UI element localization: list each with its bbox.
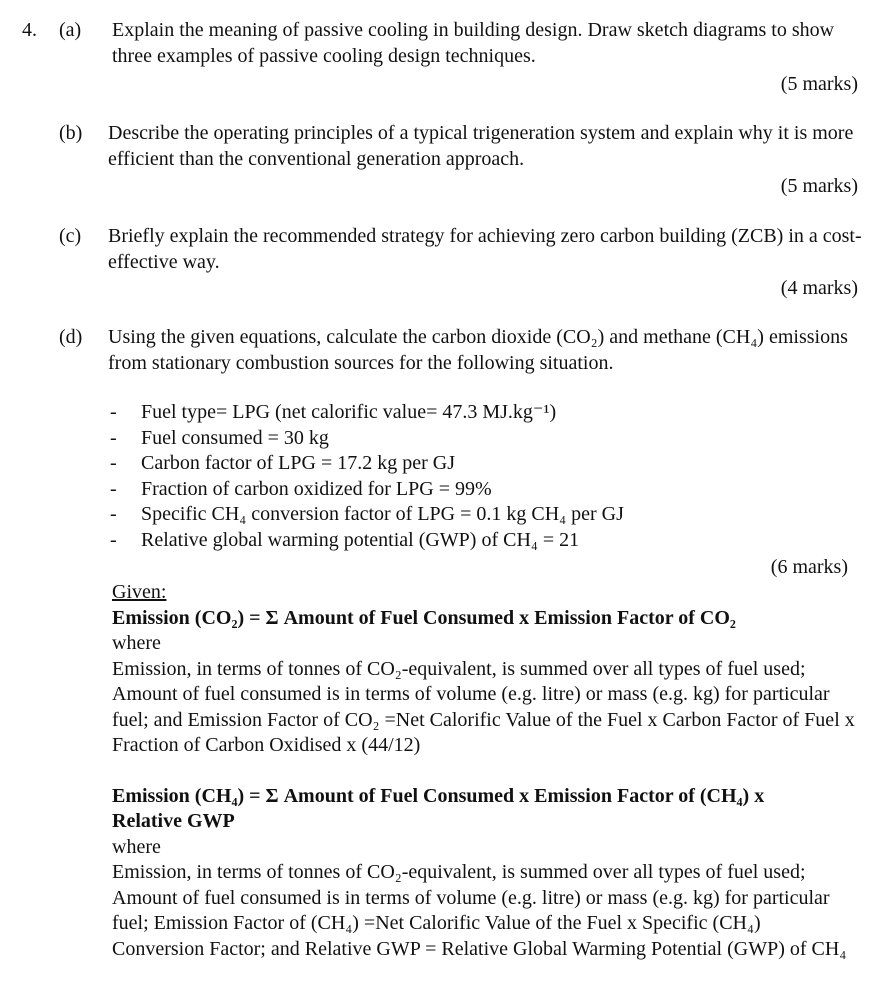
bullet-dash: - <box>110 528 117 551</box>
co2-equation: Emission (CO₂) = Σ Amount of Fuel Consumed x Emission Factor of CO₂ <box>112 606 736 629</box>
part-d-label: (d) <box>59 326 83 348</box>
bullet-dash: - <box>110 401 117 423</box>
bullet-text: Relative global warming potential (GWP) of CH₄ = 21 <box>141 528 580 551</box>
part-b-text: Describe the operating principles of a typical trigeneration system and explain why it is more efficient than the conventional generation approach. <box>108 122 854 170</box>
bullet-text: Carbon factor of LPG = 17.2 kg per GJ <box>141 452 455 474</box>
bullet-dash: - <box>110 503 117 525</box>
given-equations <box>112 580 857 962</box>
given-data-list <box>110 400 624 553</box>
bullet-text: Fuel consumed = 30 kg <box>141 426 329 449</box>
part-c-marks: (4 marks) <box>780 277 858 299</box>
question-number: 4. <box>22 19 37 41</box>
bullet-dash: - <box>110 452 117 474</box>
list-item <box>110 426 624 452</box>
co2-description: Emission, in terms of tonnes of CO₂-equivalent, is summed over all types of fuel used; Amount of fuel consumed is in terms of volume (e.g. litre) or mass (e.g. kg) for particular fuel; and Emission Factor of CO₂ =Net Calorific Value of the Fuel x Carbon Factor of Fuel x Fraction of Carbon Oxidised x (44/12) <box>112 657 855 756</box>
part-a-text: Explain the meaning of passive cooling in building design. Draw sketch diagrams to show three examples of passive cooling design techniques. <box>112 19 835 67</box>
part-a-marks: (5 marks) <box>780 73 858 95</box>
ch4-equation: Emission (CH₄) = Σ Amount of Fuel Consumed x Emission Factor of (CH₄) x Relative GWP <box>112 784 765 832</box>
part-a-label: (a) <box>59 19 82 41</box>
bullet-text: Specific CH₄ conversion factor of LPG = 0.1 kg CH₄ per GJ <box>141 503 624 525</box>
part-d-marks: (6 marks) <box>770 556 848 578</box>
list-item <box>110 451 624 477</box>
where-label: where <box>112 632 161 654</box>
part-d-text: Using the given equations, calculate the carbon dioxide (CO₂) and methane (CH₄) emissions from stationary combustion sources for the following situation. <box>108 326 848 374</box>
part-c-text: Briefly explain the recommended strategy for achieving zero carbon building (ZCB) in a cost-effective way. <box>108 225 862 273</box>
given-heading: Given: <box>112 581 167 603</box>
bullet-dash: - <box>110 426 117 449</box>
part-b-marks: (5 marks) <box>780 175 858 197</box>
list-item <box>110 528 624 554</box>
list-item <box>110 477 624 503</box>
spacer <box>112 759 857 784</box>
where-label: where <box>112 835 161 858</box>
part-b-label: (b) <box>59 122 83 144</box>
list-item <box>110 502 624 528</box>
part-c-label: (c) <box>59 225 82 247</box>
list-item <box>110 400 624 426</box>
bullet-text: Fuel type= LPG (net calorific value= 47.3 MJ.kg⁻¹) <box>141 401 557 423</box>
bullet-text: Fraction of carbon oxidized for LPG = 99% <box>141 477 492 500</box>
bullet-dash: - <box>110 477 117 500</box>
ch4-description: Emission, in terms of tonnes of CO₂-equivalent, is summed over all types of fuel used; Amount of fuel consumed is in terms of volume (e.g. litre) or mass (e.g. kg) for particular fuel; Emission Factor of (CH₄) =Net Calorific Value of the Fuel x Specific (CH₄) Conversion Factor; and Relative GWP = Relative Global Warming Potential (GWP) of CH₄ <box>112 861 847 960</box>
